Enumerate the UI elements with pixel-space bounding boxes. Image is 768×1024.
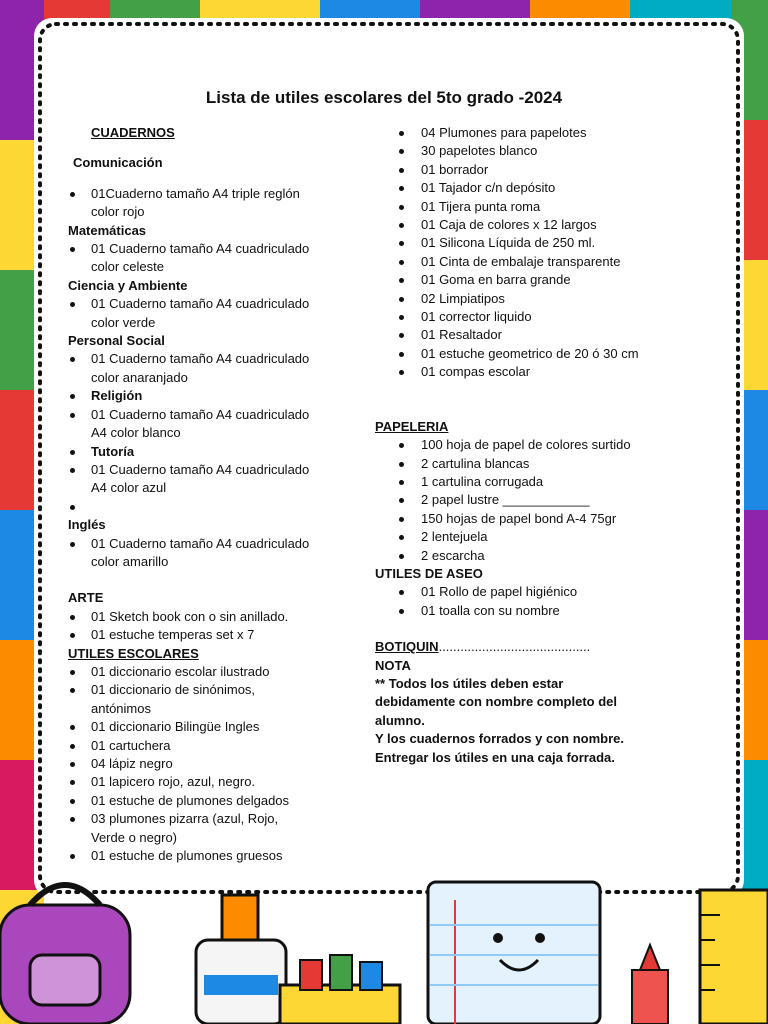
list-item: 01 Sketch book con o sin anillado.	[68, 608, 368, 626]
bullet	[70, 542, 75, 547]
list-item: 02 Limpiatipos	[375, 290, 715, 308]
list-item: 01 diccionario de sinónimos,	[68, 681, 368, 699]
bullet	[399, 168, 404, 173]
list-item: 01 Cinta de embalaje transparente	[375, 253, 715, 271]
bullet	[399, 462, 404, 467]
list-item: 04 lápiz negro	[68, 755, 368, 773]
note-line: Y los cuadernos forrados y con nombre.	[375, 731, 624, 747]
list-item: 04 Plumones para papelotes	[375, 124, 715, 142]
list-item: 01 Goma en barra grande	[375, 271, 715, 289]
note-line: debidamente con nombre completo del	[375, 694, 617, 710]
list-item: 01 estuche de plumones delgados	[68, 792, 368, 810]
list-item: 01Cuaderno tamaño A4 triple reglón	[68, 185, 368, 203]
list-item: 01 Tijera punta roma	[375, 198, 715, 216]
list-item: 01 estuche de plumones gruesos	[68, 847, 368, 865]
notebook-illustration	[428, 882, 600, 1024]
bullet	[399, 498, 404, 503]
bullet	[399, 241, 404, 246]
list-item-cont: Verde o negro)	[91, 829, 178, 845]
list-item: 01 Cuaderno tamaño A4 cuadriculado	[68, 295, 368, 313]
bullet	[399, 480, 404, 485]
bullet	[70, 450, 75, 455]
list-item: 2 escarcha	[375, 547, 715, 565]
section-nota: NOTA	[375, 657, 411, 673]
crayon-illustration	[632, 945, 668, 1024]
bullet	[399, 131, 404, 136]
backpack-illustration	[0, 885, 130, 1024]
bullet	[70, 744, 75, 749]
bullet	[399, 260, 404, 265]
bullet	[399, 554, 404, 559]
bullet	[70, 854, 75, 859]
list-item: 01 Cuaderno tamaño A4 cuadriculado	[68, 350, 368, 368]
subject-religion: Religión	[68, 387, 368, 405]
list-item: 1 cartulina corrugada	[375, 473, 715, 491]
list-item-cont: color verde	[91, 314, 156, 330]
bullet	[399, 297, 404, 302]
note-line: ** Todos los útiles deben estar	[375, 675, 564, 691]
bullet	[70, 192, 75, 197]
list-item-cont: A4 color blanco	[91, 425, 181, 441]
list-item: 01 diccionario Bilingüe Ingles	[68, 718, 368, 736]
bullet	[399, 370, 404, 375]
section-cuadernos: CUADERNOS	[91, 125, 175, 140]
subject-ciencia: Ciencia y Ambiente	[68, 277, 188, 293]
list-item: 01 Rollo de papel higiénico	[375, 583, 715, 601]
list-item: 01 corrector liquido	[375, 308, 715, 326]
subject-matematicas: Matemáticas	[68, 222, 147, 238]
bullet	[70, 725, 75, 730]
bullet	[70, 688, 75, 693]
crayon-box-illustration	[280, 955, 400, 1024]
bullet	[70, 247, 75, 252]
bullet	[70, 633, 75, 638]
note-line: alumno.	[375, 712, 425, 728]
list-item: 100 hoja de papel de colores surtido	[375, 436, 715, 454]
list-item-cont: A4 color azul	[91, 480, 167, 496]
note-line: Entregar los útiles en una caja forrada.	[375, 749, 615, 765]
section-utiles-escolares: UTILES ESCOLARES	[68, 645, 199, 661]
list-item: 01 Cuaderno tamaño A4 cuadriculado	[68, 406, 368, 424]
bullet	[70, 615, 75, 620]
list-item: 01 lapicero rojo, azul, negro.	[68, 773, 368, 791]
list-item: 03 plumones pizarra (azul, Rojo,	[68, 810, 368, 828]
bullet	[399, 333, 404, 338]
bullet	[399, 590, 404, 595]
bullet	[399, 205, 404, 210]
list-item: 01 estuche temperas set x 7	[68, 626, 368, 644]
list-item: 01 diccionario escolar ilustrado	[68, 663, 368, 681]
list-item-cont: color celeste	[91, 259, 164, 275]
bullet	[70, 780, 75, 785]
list-item: 150 hojas de papel bond A-4 75gr	[375, 510, 715, 528]
list-item: 2 lentejuela	[375, 528, 715, 546]
subject-tutoria: Tutoría	[68, 443, 368, 461]
bullet	[399, 352, 404, 357]
bullet	[399, 315, 404, 320]
subject-ingles: Inglés	[68, 517, 106, 533]
bullet	[399, 535, 404, 540]
subject-comunicacion: Comunicación	[73, 155, 163, 171]
list-item: 2 cartulina blancas	[375, 455, 715, 473]
list-item-cont: color rojo	[91, 204, 145, 220]
bullet	[70, 413, 75, 418]
bullet	[399, 223, 404, 228]
empty-bullet	[68, 498, 368, 516]
subject-personal-social: Personal Social	[68, 333, 165, 349]
list-item: 01 Resaltador	[375, 326, 715, 344]
bullet	[70, 357, 75, 362]
bullet	[70, 394, 75, 399]
bullet	[399, 443, 404, 448]
bullet	[399, 609, 404, 614]
bullet	[399, 186, 404, 191]
list-item: 01 compas escolar	[375, 363, 715, 381]
list-item-cont: color amarillo	[91, 553, 169, 569]
list-item: 01 cartuchera	[68, 737, 368, 755]
list-item: 01 Cuaderno tamaño A4 cuadriculado	[68, 535, 368, 553]
section-utiles-de-aseo: UTILES DE ASEO	[375, 565, 483, 581]
bullet	[70, 817, 75, 822]
bullet	[70, 468, 75, 473]
list-item: 01 toalla con su nombre	[375, 602, 715, 620]
list-item: 2 papel lustre ____________	[375, 491, 715, 509]
bullet	[70, 302, 75, 307]
list-item: 01 borrador	[375, 161, 715, 179]
list-item-cont: antónimos	[91, 700, 151, 716]
section-arte: ARTE	[68, 590, 104, 606]
list-item: 30 papelotes blanco	[375, 142, 715, 160]
bullet	[399, 517, 404, 522]
list-item: 01 Tajador c/n depósito	[375, 179, 715, 197]
glue-bottle-illustration	[196, 895, 286, 1024]
list-item-cont: color anaranjado	[91, 369, 188, 385]
section-botiquin: BOTIQUIN..........................................	[375, 639, 591, 655]
bullet	[399, 149, 404, 154]
bullet	[70, 670, 75, 675]
bullet	[70, 762, 75, 767]
list-item: 01 estuche geometrico de 20 ó 30 cm	[375, 345, 715, 363]
right-column	[375, 124, 715, 767]
bullet	[70, 799, 75, 804]
bullet	[70, 505, 75, 510]
list-item: 01 Caja de colores x 12 largos	[375, 216, 715, 234]
page-title: Lista de utiles escolares del 5to grado -2024	[205, 88, 563, 107]
list-item: 01 Cuaderno tamaño A4 cuadriculado	[68, 461, 368, 479]
ruler-illustration	[700, 890, 768, 1024]
list-item: 01 Silicona Líquida de 250 ml.	[375, 234, 715, 252]
section-papeleria: PAPELERIA	[375, 418, 449, 434]
list-item: 01 Cuaderno tamaño A4 cuadriculado	[68, 240, 368, 258]
bullet	[399, 278, 404, 283]
left-column	[68, 124, 368, 865]
